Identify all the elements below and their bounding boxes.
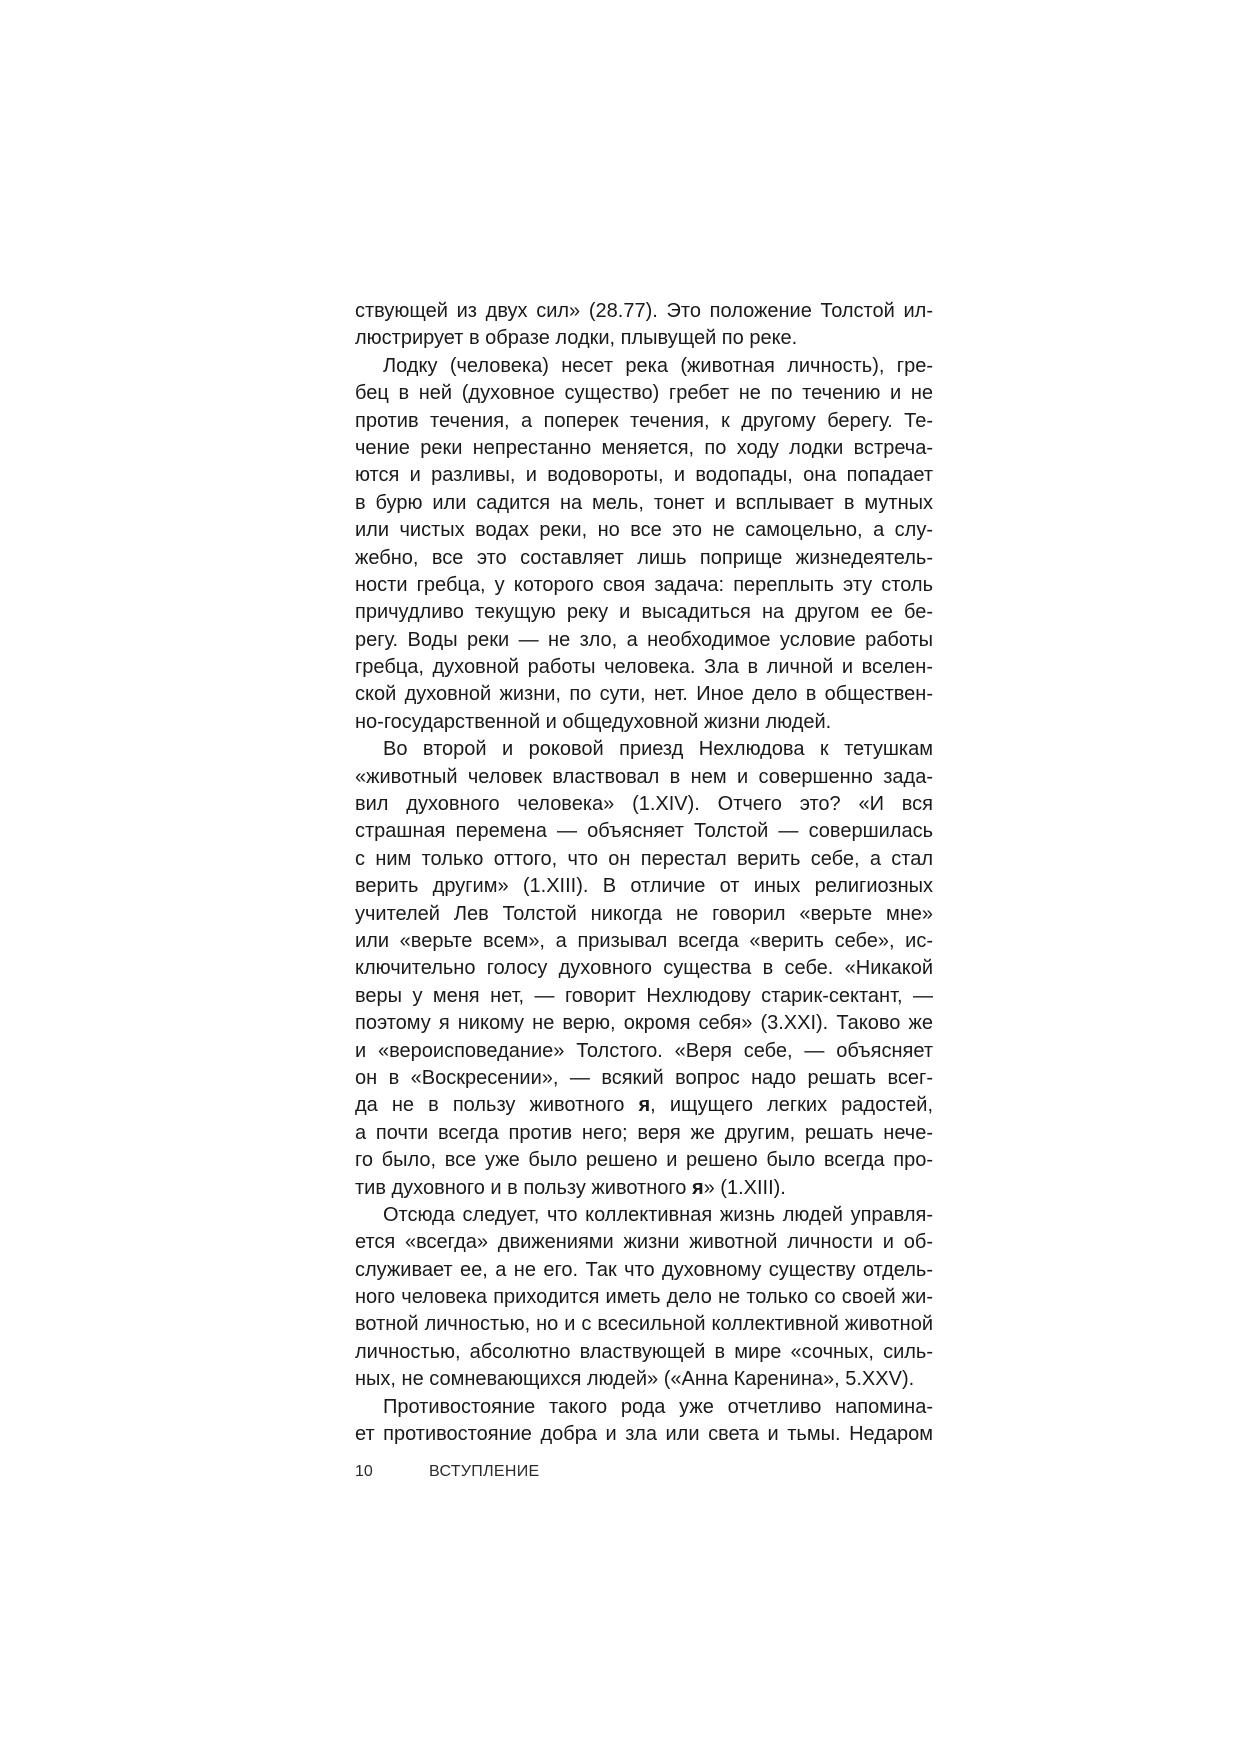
text-line: и «вероисповедание» Толстого. «Веря себе, — объясняет [355,1039,933,1062]
text-line: гребца, духовной работы человека. Зла в личной и вселен- [355,656,933,679]
text-line: в бурю или садится на мель, тонет и всплывает в мутных [355,491,933,514]
text-line: ет противостояние добра и зла или света и тьмы. Недаром [355,1423,933,1446]
text-line: ются и разливы, и водовороты, и водопады, она попадает [355,464,933,487]
text-line: или чистых водах реки, но все это не самоцельно, а слу- [355,519,933,542]
text-line: ется «всегда» движениями жизни животной личности и об- [355,1231,933,1254]
text-line: Во второй и роковой приезд Нехлюдова к тетушкам [383,738,933,761]
text-line: чение реки непрестанно меняется, по ходу лодки встреча- [355,436,933,459]
text-line: тив духовного и в пользу животного я» (1.XIII). [355,1176,786,1199]
text-line: поэтому я никому не верю, окромя себя» (3.XXI). Таково же [355,1012,933,1035]
text-line: а почти всегда против него; веря же другим, решать нече- [355,1121,933,1144]
text-line: жебно, все это составляет лишь поприще жизнедеятель- [355,546,933,569]
text-line: или «верьте всем», а призывал всегда «верить себе», ис- [355,929,933,952]
text-line: люстрирует в образе лодки, плывущей по реке. [355,327,798,350]
text-line: но-государственной и общедуховной жизни людей. [355,710,832,733]
page-number: 10 [355,1463,373,1480]
text-line: «животный человек властвовал в нем и совершенно зада- [355,765,933,788]
text-line: ской духовной жизни, по сути, нет. Иное дело в обществен- [355,683,933,706]
text-line: регу. Воды реки — не зло, а необходимое условие работы [355,628,933,651]
text-line: Противостояние такого рода уже отчетливо напомина- [383,1395,933,1418]
text-line: да не в пользу животного я, ищущего легких радостей, [355,1094,933,1117]
text-line: вотной личностью, но и с всесильной коллективной животной [355,1313,933,1336]
text-line: с ним только оттого, что он перестал верить себе, а стал [355,847,933,870]
paragraph-4 [355,1202,933,1394]
body-text [355,298,933,1448]
paragraph-5 [355,1394,933,1449]
paragraph-1 [355,298,933,353]
running-head: ВСТУПЛЕНИЕ [429,1463,540,1480]
text-line: личностью, абсолютно властвующей в мире «сочных, силь- [355,1340,933,1363]
text-line: ных, не сомневающихся людей» («Анна Каренина», 5.XXV). [355,1368,915,1391]
text-line: причудливо текущую реку и высадиться на другом ее бе- [355,601,933,624]
text-line: ности гребца, у которого своя задача: переплыть эту столь [355,573,933,596]
text-line: он в «Воскресении», — всякий вопрос надо решать всег- [355,1066,933,1089]
paragraph-2 [355,353,933,736]
text-line: Отсюда следует, что коллективная жизнь людей управля- [383,1203,933,1226]
paragraph-3 [355,736,933,1202]
text-line: бец в ней (духовное существо) гребет не по течению и не [355,382,933,405]
text-line: го было, все уже было решено и решено было всегда про- [355,1149,933,1172]
text-line: Лодку (человека) несет река (животная личность), гре- [383,354,933,377]
text-line: против течения, а поперек течения, к другому берегу. Те- [355,409,933,432]
text-line: страшная перемена — объясняет Толстой — совершилась [355,820,933,843]
text-line: вил духовного человека» (1.XIV). Отчего это? «И вся [355,793,933,816]
text-line: ствующей из двух сил» (28.77). Это положение Толстой ил- [355,300,933,322]
text-line: верить другим» (1.XIII). В отличие от иных религиозных [355,875,933,898]
text-line: учителей Лев Толстой никогда не говорил «верьте мне» [355,902,933,925]
text-line: служивает ее, а не его. Так что духовному существу отдель- [355,1258,933,1281]
text-line: ного человека приходится иметь дело не только со своей жи- [355,1286,933,1309]
text-line: веры у меня нет, — говорит Нехлюдову старик-сектант, — [355,984,933,1007]
text-line: ключительно голосу духовного существа в себе. «Никакой [355,957,933,980]
